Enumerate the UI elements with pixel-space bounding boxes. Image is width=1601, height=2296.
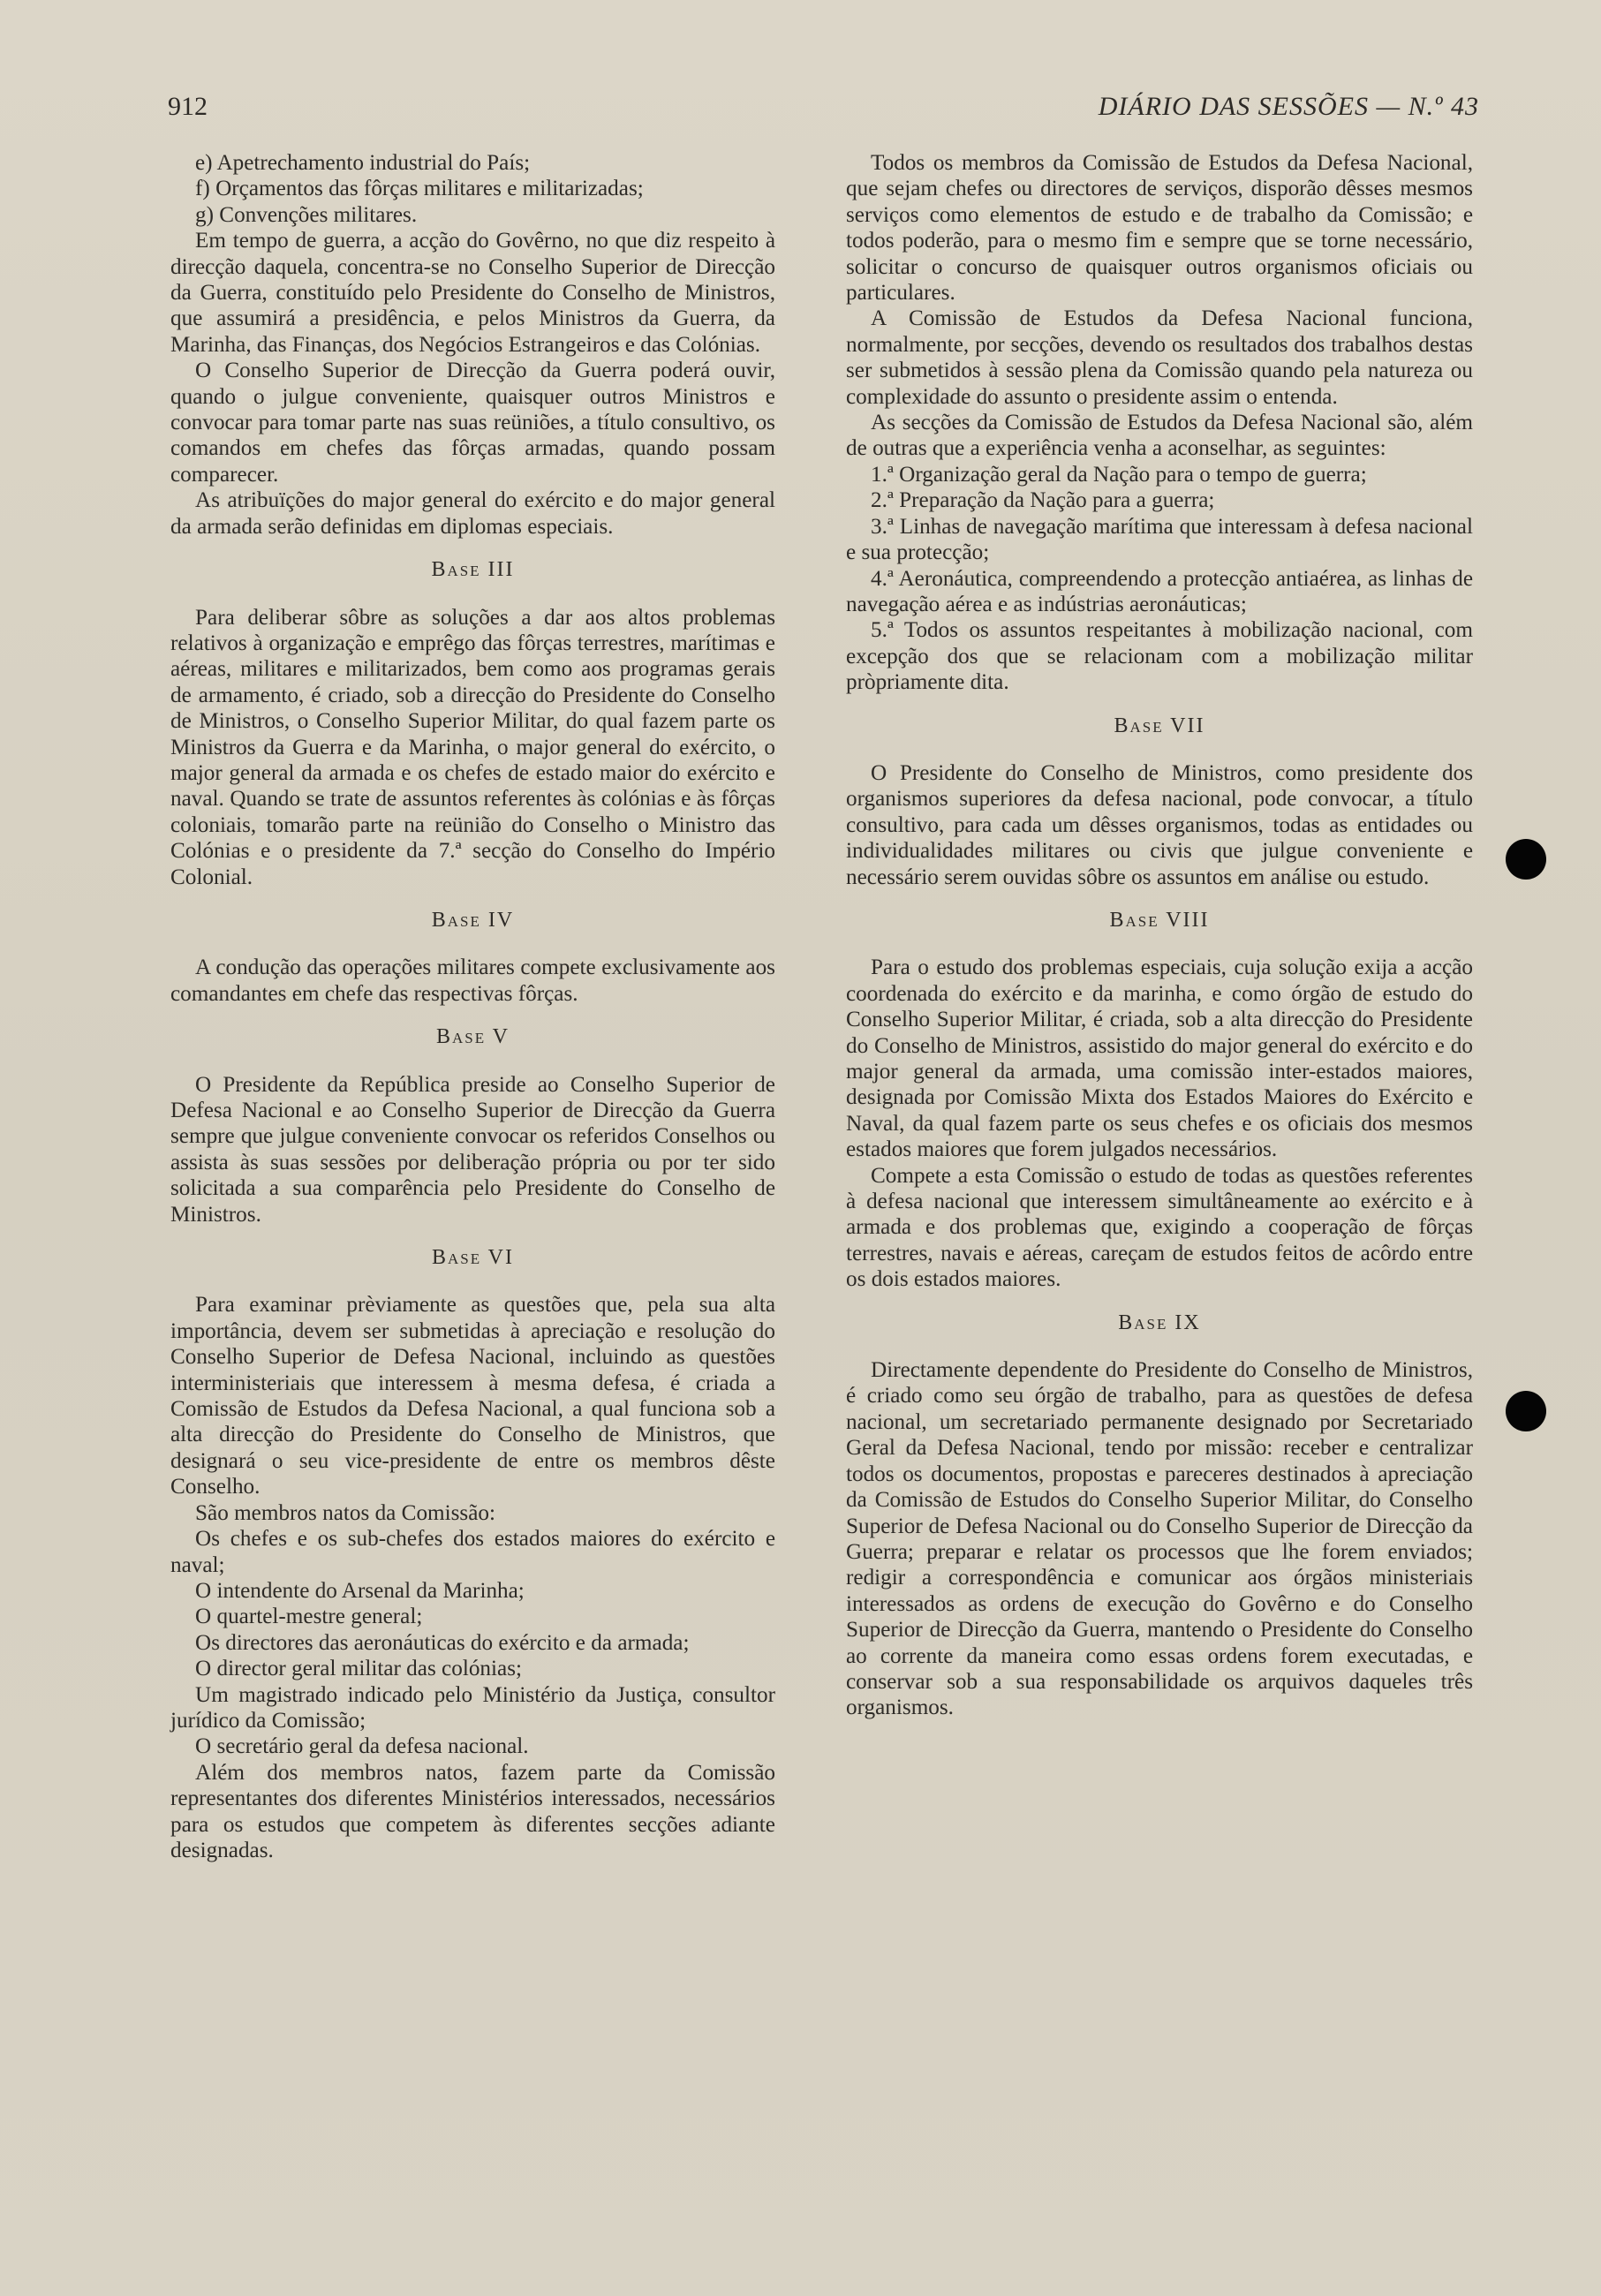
paragraph: Para examinar prèviamente as questões que, pela sua alta importância, devem ser submetidas à apreciação e resolução do Conselho Superior de Defesa Nacional, incluindo as questões interministeriais que interessem à mesma defesa, é criada a Comissão de Estudos da Defesa Nacional, a qual funciona sob a alta direcção do Presidente do Conselho de Ministros, que designará o seu vice-presidente de entre os membros dêste Conselho. <box>170 1293 775 1499</box>
paragraph: O secretário geral da defesa nacional. <box>195 1734 529 1759</box>
paragraph: O Presidente do Conselho de Ministros, como presidente dos organismos superiores da defesa nacional, pode convocar, a título consultivo, para cada um dêsses organismos, todas as entidades ou individualidades militares ou civis que julgue conveniente e necessário serem ouvidas sôbre os assuntos em análise ou estudo. <box>846 760 1473 889</box>
list-item: 5.ª Todos os assuntos respeitantes à mobilização nacional, com excepção dos que se relacionam com a mobilização militar pròpriamente dita. <box>846 618 1473 695</box>
paragraph: Directamente dependente do Presidente do Conselho de Ministros, é criado como seu órgão de trabalho, para as questões de defesa nacional, um secretariado permanente designado por Secretariado Geral da Defesa Nacional, tendo por missão: receber e centralizar todos os documentos, propostas e pareceres destinados à apreciação da Comissão de Estudos do Conselho Superior Militar, do Conselho Superior de Defesa Nacional ou do Conselho Superior de Direcção da Guerra; preparar e relatar os processos que lhe forem enviados; redigir a correspondência e comunicar aos órgãos ministeriais interessados as ordens de execução do Govêrno e do Conselho Superior de Direcção da Guerra, mantendo o Presidente do Conselho ao corrente da maneira como essas ordens forem executadas, e conservar sob a sua responsabilidade os arquivos daqueles três organismos. <box>846 1358 1473 1720</box>
punch-hole <box>1506 1391 1546 1431</box>
section-heading-base-7: Base VII <box>1114 714 1205 737</box>
paragraph: O quartel-mestre general; <box>195 1605 423 1629</box>
section-heading-base-3: Base III <box>431 558 515 582</box>
paragraph: Em tempo de guerra, a acção do Govêrno, no que diz respeito à direcção daquela, concentra-se no Conselho Superior de Direcção da Guerra, constituído pelo Presidente do Conselho de Ministros, que assumirá a presidência, e pelos Ministros da Guerra, da Marinha, das Finanças, dos Negócios Estrangeiros e das Colónias. <box>170 229 775 357</box>
running-title: DIÁRIO DAS SESSÕES — N.º 43 <box>1098 92 1479 121</box>
right-column <box>846 150 1473 1721</box>
page-header <box>168 92 1479 127</box>
paragraph: Compete a esta Comissão o estudo de todas as questões referentes à defesa nacional que interessem simultâneamente ao exército e à armada e dos problemas que, exigindo a cooperação de fôrças terrestres, navais e aéreas, careçam de estudos feitos de acôrdo entre os dois estados maiores. <box>846 1163 1473 1292</box>
paragraph: São membros natos da Comissão: <box>195 1500 496 1525</box>
section-heading-base-9: Base IX <box>1118 1310 1201 1334</box>
paragraph: O intendente do Arsenal da Marinha; <box>195 1578 525 1603</box>
left-column <box>170 150 775 1863</box>
paragraph: g) Convenções militares. <box>195 202 418 227</box>
list-item: 3.ª Linhas de navegação marítima que interessam à defesa nacional e sua protecção; <box>846 514 1473 565</box>
paragraph: e) Apetrechamento industrial do País; <box>195 151 531 175</box>
paragraph: As secções da Comissão de Estudos da Defesa Nacional são, além de outras que a experiência venha a aconselhar, as seguintes: <box>846 411 1473 461</box>
paragraph: Além dos membros natos, fazem parte da Comissão representantes dos diferentes Ministérios interessados, necessários para os estudos que competem às diferentes secções adiante designadas. <box>170 1760 775 1862</box>
list-item: 2.ª Preparação da Nação para a guerra; <box>871 488 1215 513</box>
paragraph: O Presidente da República preside ao Conselho Superior de Defesa Nacional e ao Conselho Superior de Direcção da Guerra sempre que julgue conveniente convocar os referidos Conselhos ou assista às suas sessões por deliberação própria ou por ter sido solicitada a sua comparência pelo Presidente do Conselho de Ministros. <box>170 1072 775 1227</box>
section-heading-base-8: Base VIII <box>1109 908 1210 932</box>
paragraph: Para deliberar sôbre as soluções a dar aos altos problemas relativos à organização e emprêgo das fôrças terrestres, marítimas e aéreas, militares e militarizados, bem como aos programas gerais de armamento, é criado, sob a direcção do Presidente do Conselho de Ministros, o Conselho Superior Militar, do qual fazem parte os Ministros da Guerra e da Marinha, o major general do exército, o major general da armada e os chefes de estado maior do exército e naval. Quando se trate de assuntos referentes às colónias e às fôrças coloniais, tomarão parte na reünião do Conselho o Ministro das Colónias e o presidente da 7.ª secção do Conselho do Império Colonial. <box>170 605 775 889</box>
paragraph: A Comissão de Estudos da Defesa Nacional funciona, normalmente, por secções, devendo os resultados dos trabalhos destas ser submetidos à sessão plena da Comissão quando pela natureza ou complexidade do assunto o presidente assim o entenda. <box>846 306 1473 409</box>
punch-hole <box>1506 839 1546 880</box>
page-number: 912 <box>168 92 208 121</box>
paragraph: O director geral militar das colónias; <box>195 1657 522 1681</box>
paragraph: As atribuïções do major general do exército e do major general da armada serão definidas em diplomas especiais. <box>170 488 775 539</box>
paragraph: Para o estudo dos problemas especiais, cuja solução exija a acção coordenada do exército e da marinha, e como órgão de estudo do Conselho Superior Militar, é criada, sob a alta direcção do Presidente do Conselho de Ministros, assistido do major general do exército e do major general da armada, uma comissão inter-estados maiores, designada por Comissão Mixta dos Estados Maiores do Exército e Naval, da qual fazem parte os seus chefes e os oficiais dos mesmos estados maiores que forem julgados necessários. <box>846 955 1473 1162</box>
paragraph: O Conselho Superior de Direcção da Guerra poderá ouvir, quando o julgue conveniente, quaisquer outros Ministros e convocar para tomar parte nas suas reüniões, a título consultivo, os comandos em chefes das fôrças armadas, quando possam comparecer. <box>170 359 775 487</box>
list-item: 1.ª Organização geral da Nação para o tempo de guerra; <box>871 462 1367 487</box>
paragraph: Um magistrado indicado pelo Ministério da Justiça, consultor jurídico da Comissão; <box>170 1682 775 1733</box>
section-heading-base-5: Base V <box>435 1025 510 1049</box>
section-heading-base-4: Base IV <box>431 908 515 932</box>
paragraph: Os chefes e os sub-chefes dos estados maiores do exército e naval; <box>170 1527 775 1577</box>
paragraph: A condução das operações militares compete exclusivamente aos comandantes em chefe das respectivas fôrças. <box>170 955 775 1006</box>
paragraph: f) Orçamentos das fôrças militares e militarizadas; <box>195 177 644 201</box>
paragraph: Os directores das aeronáuticas do exército e da armada; <box>195 1630 690 1655</box>
list-item: 4.ª Aeronáutica, compreendendo a protecção antiaérea, as linhas de navegação aérea e as indústrias aeronáuticas; <box>846 566 1473 616</box>
paragraph: Todos os membros da Comissão de Estudos da Defesa Nacional, que sejam chefes ou directores de serviços, disporão dêsses mesmos serviços como elementos de estudo e de trabalho da Comissão; e todos poderão, para o mesmo fim e sempre que se torne necessário, solicitar o concurso de quaisquer outros organismos oficiais ou particulares. <box>846 151 1473 306</box>
section-heading-base-6: Base VI <box>431 1246 514 1270</box>
